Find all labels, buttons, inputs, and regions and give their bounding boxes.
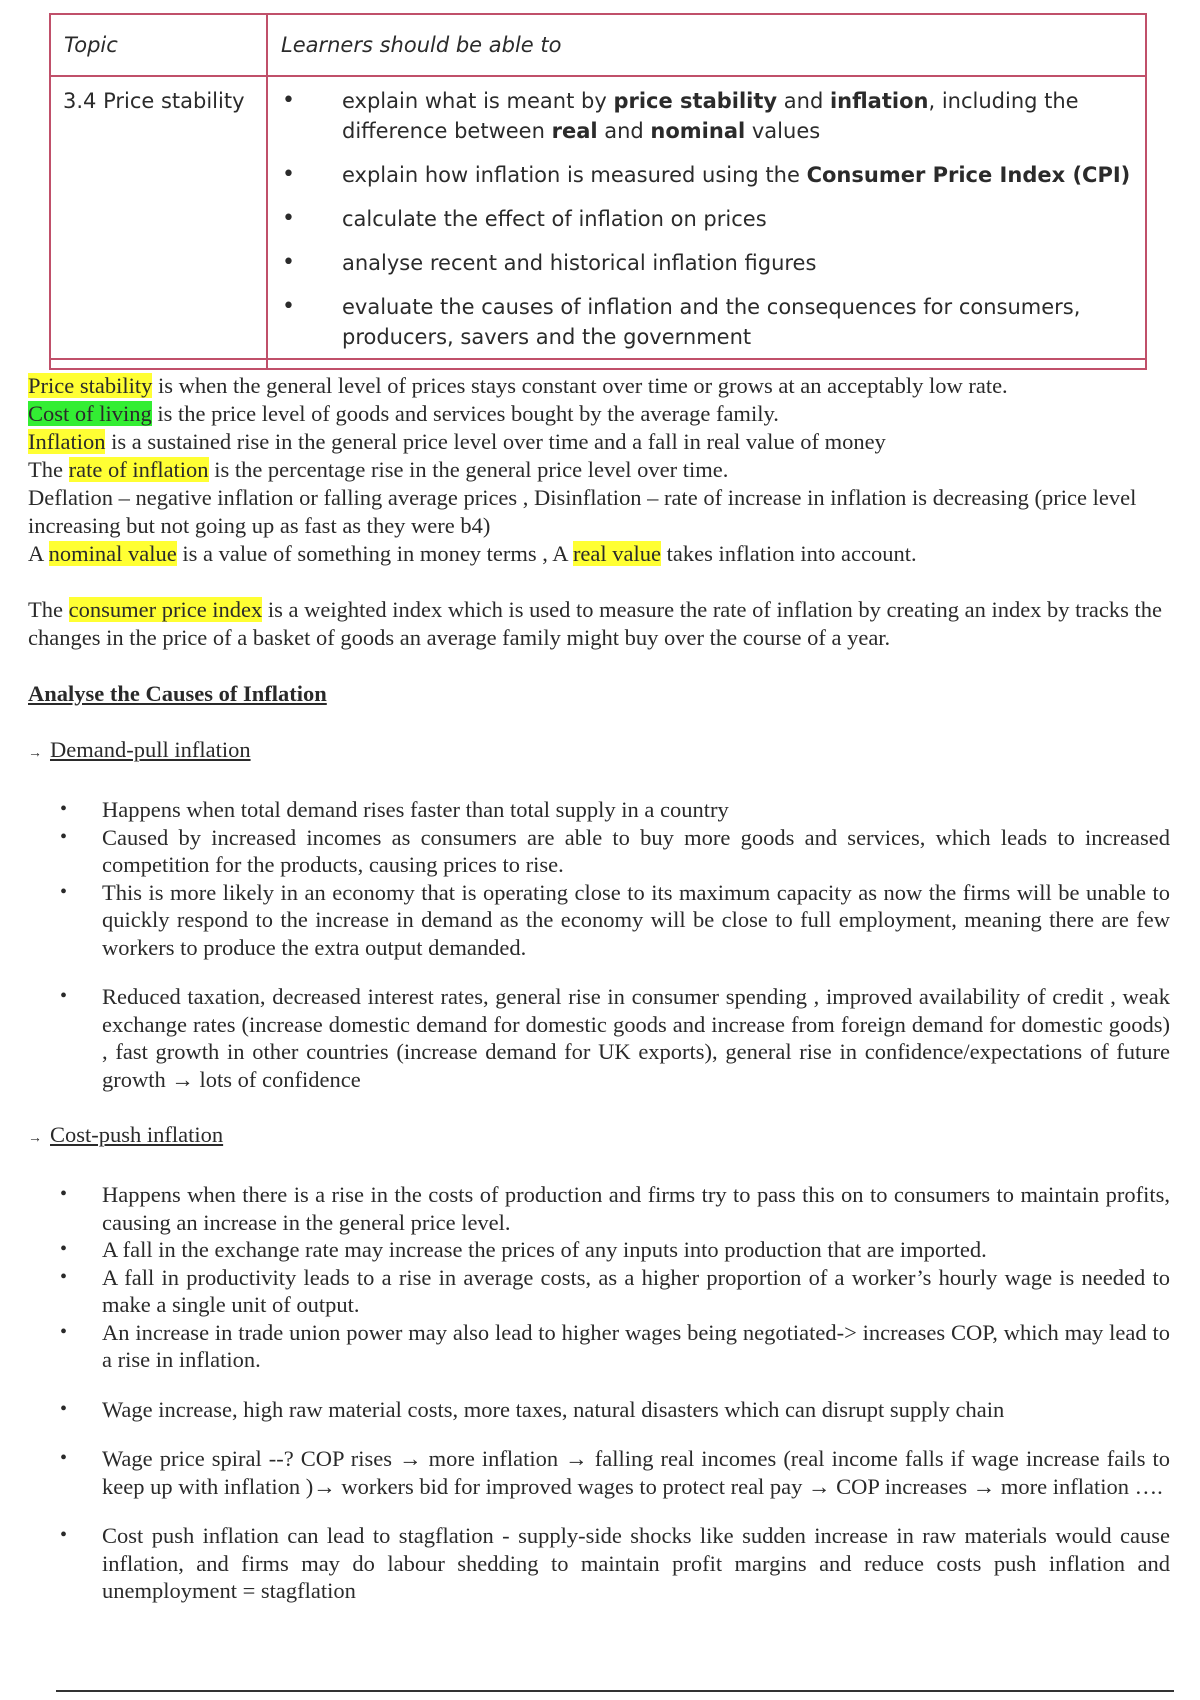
right-arrow-icon: → <box>28 1131 42 1146</box>
definition-rate-of-inflation <box>28 456 1170 484</box>
definition-text: The <box>28 597 69 622</box>
table-header-row <box>50 14 1146 76</box>
list-item: • calculate the effect of inflation on prices <box>268 204 1135 234</box>
definition-text: is the percentage rise in the general price level over time. <box>208 457 729 482</box>
list-item: • evaluate the causes of inflation and the consequences for consumers, producers, savers and the government <box>268 292 1135 352</box>
cost-push-list <box>28 1181 1170 1605</box>
highlighted-term: Price stability <box>28 373 153 398</box>
outcome-text: and <box>777 89 830 113</box>
outcome-text: values <box>745 119 821 143</box>
sub-heading-label: Cost-push inflation <box>50 1122 224 1147</box>
list-item: • An increase in trade union power may also lead to higher wages being negotiated-> increases COP, which may lead to a rise in inflation. <box>28 1319 1170 1374</box>
list-item: • analyse recent and historical inflation figures <box>268 248 1135 278</box>
outcome-term: real <box>551 119 598 143</box>
highlighted-term: Inflation <box>28 429 106 454</box>
highlighted-term: rate of inflation <box>68 457 209 482</box>
spacer <box>28 568 1170 596</box>
topic-cell: 3.4 Price stability <box>50 76 267 359</box>
specification-table <box>49 13 1147 370</box>
definition-text: is when the general level of prices stays constant over time or grows at an acceptably low rate. <box>152 373 1008 398</box>
spacer-cell <box>50 359 267 369</box>
spacer <box>28 652 1170 680</box>
highlighted-term: real value <box>572 541 662 566</box>
list-item: • A fall in productivity leads to a rise in average costs, as a higher proportion of a worker’s hourly wage is needed to make a single unit of output. <box>28 1264 1170 1319</box>
list-item: • Reduced taxation, decreased interest rates, general rise in consumer spending , improved availability of credit , weak exchange rates (increase domestic demand for domestic goods and increase from foreign demand for domestic goods) , fast growth in other countries (increase demand for UK exports), general rise in confidence/expectations of future growth → lots of confidence <box>28 983 1170 1093</box>
list-item <box>268 160 1135 190</box>
spacer <box>28 1093 1170 1121</box>
table-row <box>50 76 1146 359</box>
definition-text: is a value of something in money terms , A <box>176 541 573 566</box>
list-item: • Caused by increased incomes as consumers are able to buy more goods and services, which leads to increased competition for the products, causing prices to rise. <box>28 824 1170 879</box>
definition-cost-of-living <box>28 400 1170 428</box>
header-topic: Topic <box>50 14 267 76</box>
definition-text: takes inflation into account. <box>661 541 917 566</box>
list-item: • Happens when there is a rise in the costs of production and firms try to pass this on to consumers to maintain profits, causing an increase in the general price level. <box>28 1181 1170 1236</box>
section-heading: Analyse the Causes of Inflation <box>28 681 327 706</box>
outcome-term: price stability <box>613 89 778 113</box>
definition-text: is a sustained rise in the general price level over time and a fall in real value of money <box>105 429 886 454</box>
list-item: • This is more likely in an economy that is operating close to its maximum capacity as now the firms will be unable to quickly respond to the increase in demand as the economy will be close to full employment, meaning there are few workers to produce the extra output demanded. <box>28 879 1170 962</box>
outcome-text: explain what is meant by <box>342 89 614 113</box>
sub-heading-demand-pull <box>28 736 1170 768</box>
right-arrow-icon: → <box>28 746 42 761</box>
outcome-text: and <box>597 119 651 143</box>
definition-text: is a weighted index which is used to measure the rate of inflation by creating an index by tracks the changes in the price of a basket of goods an average family might buy over the course of a year. <box>28 597 1163 650</box>
definition-price-stability <box>28 372 1170 400</box>
highlighted-term: consumer price index <box>68 597 263 622</box>
highlighted-term: nominal value <box>48 541 177 566</box>
definition-cpi <box>28 596 1170 652</box>
outcomes-list <box>268 86 1135 352</box>
definition-deflation: Deflation – negative inflation or falling average prices , Disinflation – rate of increase in inflation is decreasing (price level increasing but not going up as fast as they were b4) <box>28 485 1137 538</box>
list-item <box>268 86 1135 146</box>
list-item: • A fall in the exchange rate may increase the prices of any inputs into production that are imported. <box>28 1236 1170 1264</box>
spacer-cell <box>267 359 1146 369</box>
list-item: • Cost push inflation can lead to stagflation - supply-side shocks like sudden increase in raw materials would cause inflation, and firms may do labour shedding to maintain profit margins and reduce costs push inflation and unemployment = stagflation <box>28 1522 1170 1605</box>
list-item: • Happens when total demand rises faster than total supply in a country <box>28 796 1170 824</box>
definition-text: The <box>28 457 69 482</box>
spacer <box>28 768 1170 796</box>
outcome-term: nominal <box>650 119 746 143</box>
definition-nominal-real <box>28 540 1170 568</box>
table-bottom-row <box>50 359 1146 369</box>
list-item: • Wage price spiral --? COP rises → more inflation → falling real incomes (real income falls if wage increase fails to keep up with inflation )→ workers bid for improved wages to protect real pay → COP increases → more inflation …. <box>28 1445 1170 1500</box>
outcome-term: inflation <box>829 89 929 113</box>
sub-heading-cost-push <box>28 1121 1170 1153</box>
demand-pull-list <box>28 796 1170 1093</box>
outcome-text: , including the difference between <box>342 89 1079 143</box>
highlighted-term: Cost of living <box>28 401 152 426</box>
outcomes-cell <box>267 76 1146 359</box>
sub-heading-label: Demand-pull inflation <box>50 737 251 762</box>
definition-inflation <box>28 428 1170 456</box>
definition-text: A <box>28 541 49 566</box>
notes-body <box>28 372 1170 1605</box>
header-learners: Learners should be able to <box>267 14 1146 76</box>
list-item: • Wage increase, high raw material costs, more taxes, natural disasters which can disrupt supply chain <box>28 1396 1170 1424</box>
outcome-term: Consumer Price Index (CPI) <box>806 163 1131 187</box>
spacer <box>28 708 1170 736</box>
definition-text: is the price level of goods and services bought by the average family. <box>151 401 779 426</box>
spacer <box>28 1153 1170 1181</box>
outcome-text: explain how inflation is measured using the <box>342 163 807 187</box>
footer-divider <box>56 1690 1174 1692</box>
